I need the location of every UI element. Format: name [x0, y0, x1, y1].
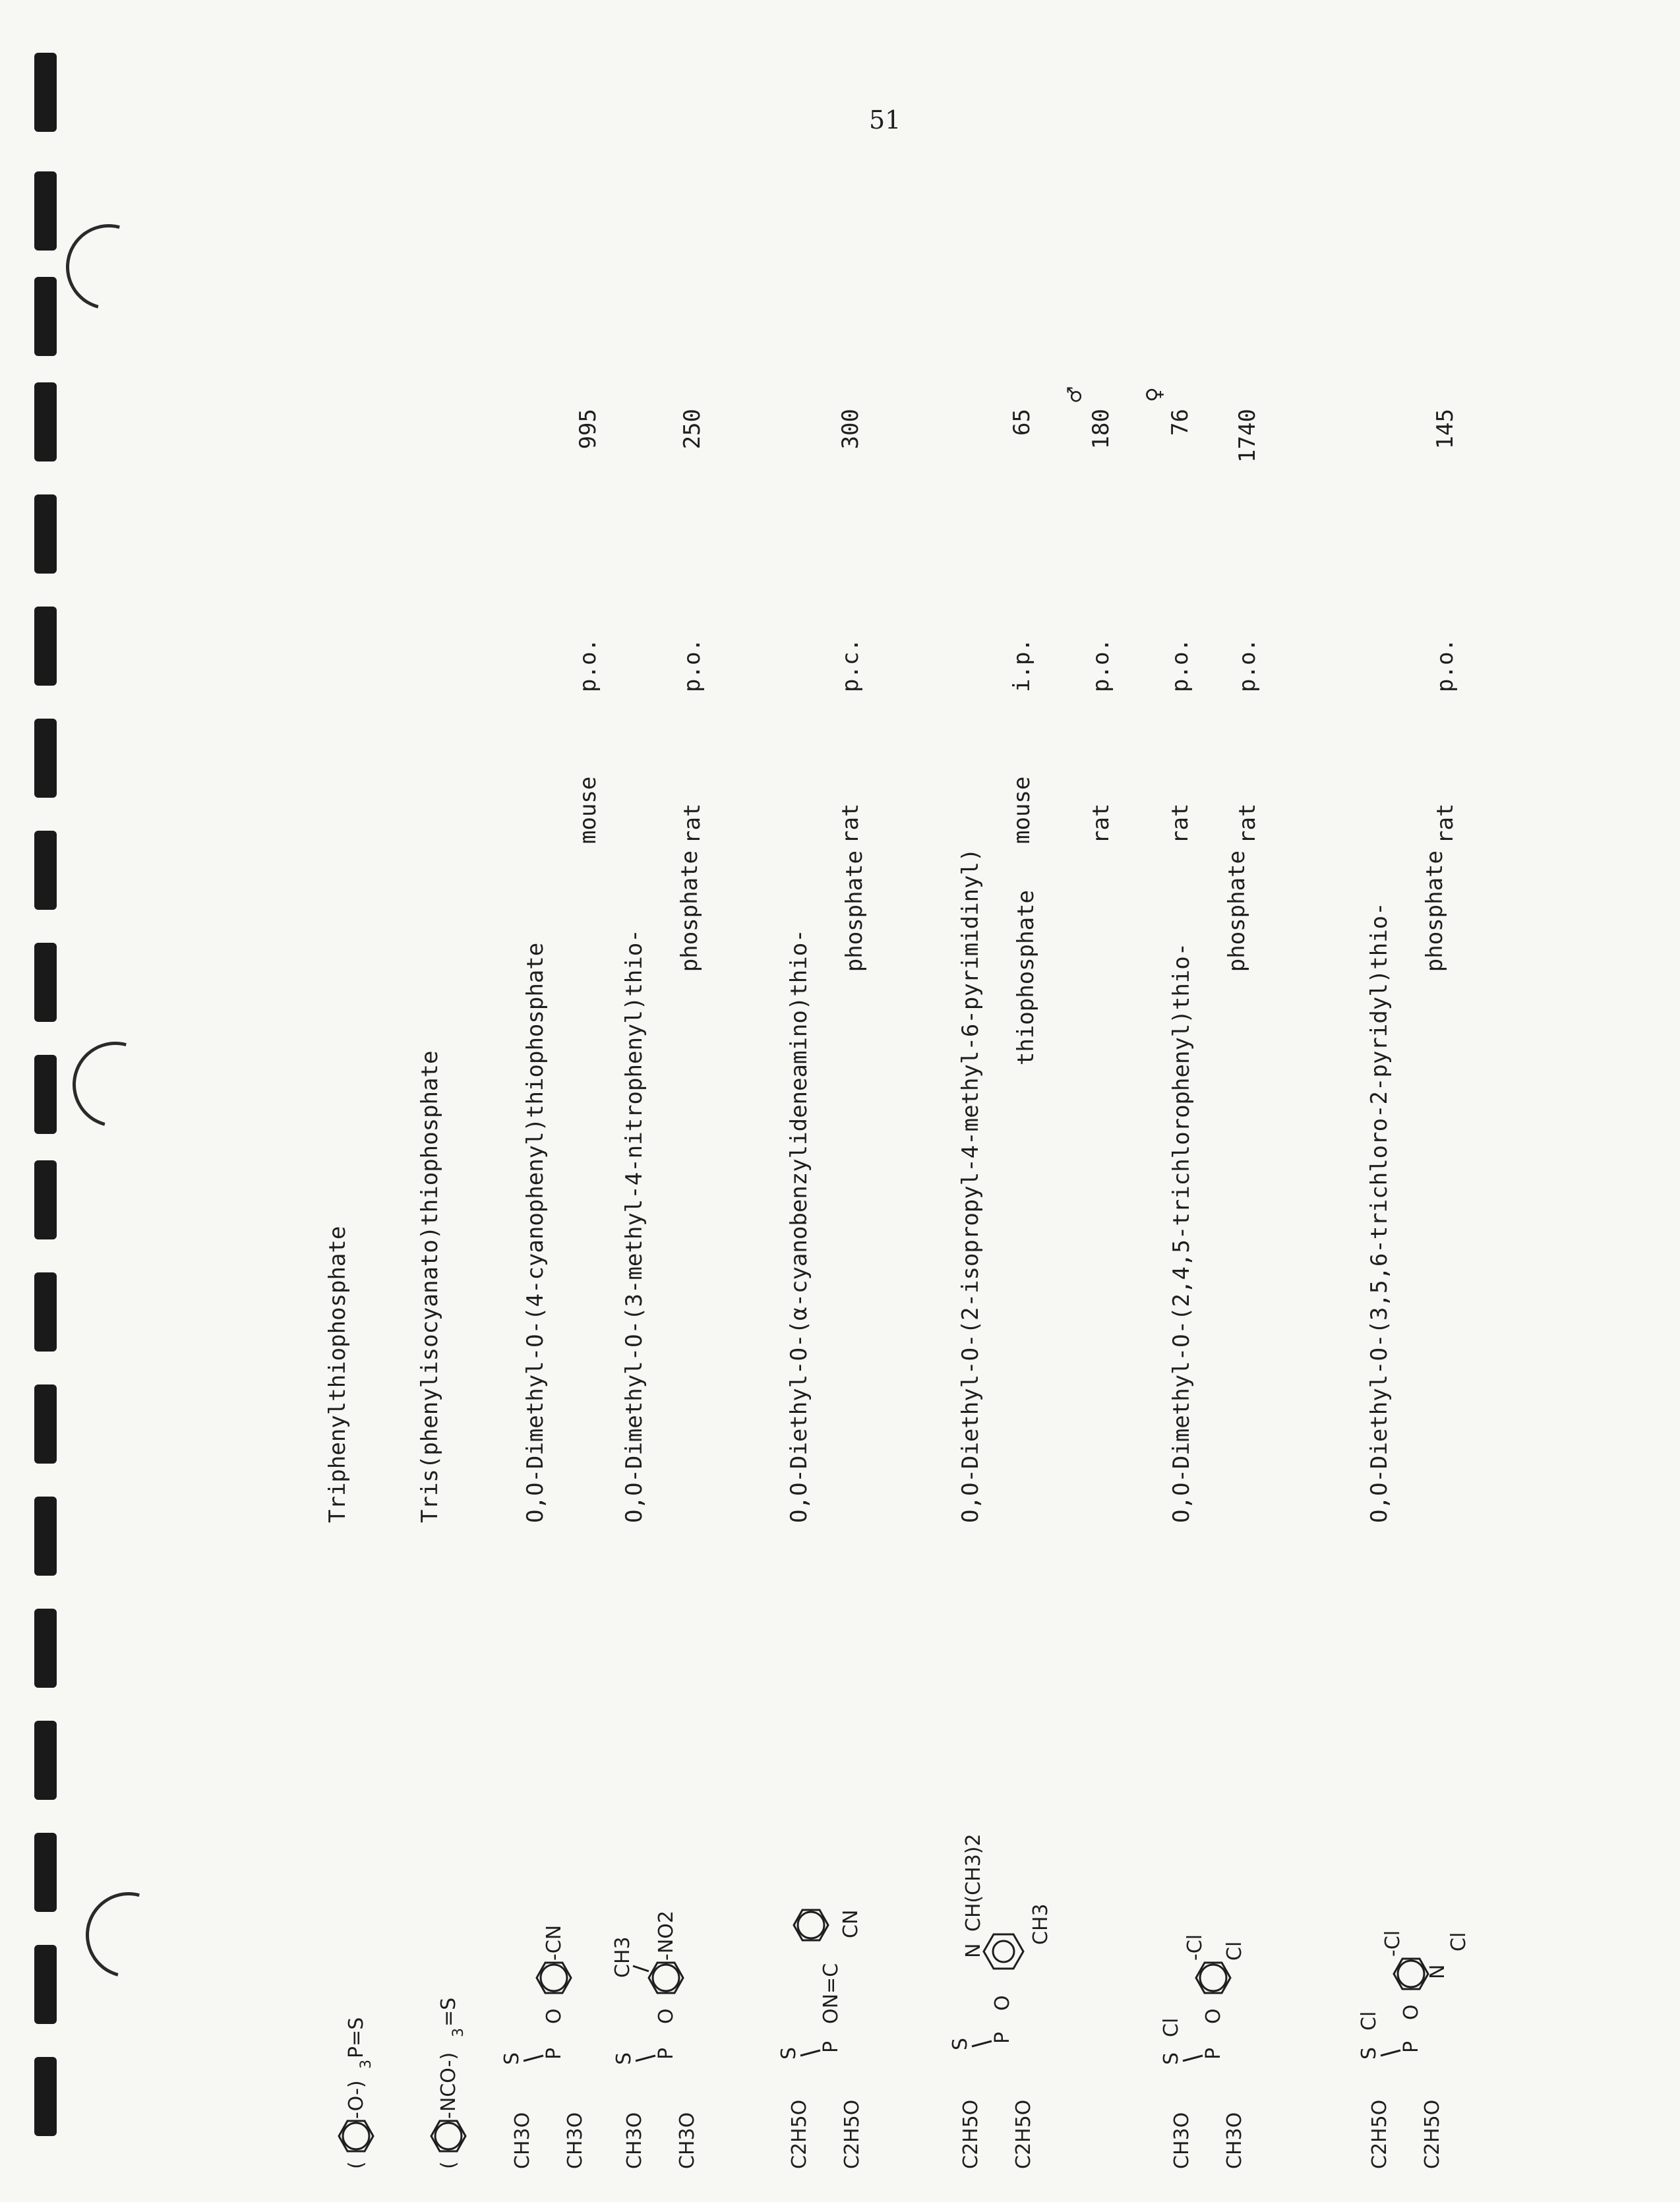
compound-name-line2: phosphate: [1224, 850, 1250, 972]
binding-hole: [34, 1497, 57, 1576]
binding-hole: [34, 943, 57, 1022]
benzene-ring: [435, 2123, 462, 2149]
compound-name: [508, 850, 563, 1523]
formula-text: C2H5O: [1421, 2099, 1444, 2169]
compound-name-line1: O,O-Dimethyl-O-(4-cyanophenyl)thiophosphate: [522, 942, 549, 1523]
compound-name-line2: phosphate: [841, 850, 868, 972]
formula-drawing: [765, 1635, 897, 2176]
formula-subscript: 3: [450, 2028, 467, 2037]
binding-hole: [34, 382, 57, 461]
animal-cell: rat: [837, 803, 864, 844]
binding-hole: [34, 1055, 57, 1134]
table-row: [1345, 290, 1477, 2202]
benzene-ring: [1200, 1965, 1226, 1991]
formula-text: ON=C: [820, 1963, 843, 2024]
double-bond: [800, 2050, 820, 2056]
structural-formula: [600, 1635, 732, 2176]
sex-symbol-female: ♀: [1139, 387, 1168, 402]
formula-text: P: [991, 2031, 1014, 2044]
double-bond: [1183, 2056, 1203, 2061]
formula-text: -NO2: [655, 1911, 678, 1961]
benzene-hexagon: [537, 1963, 571, 1993]
formula-text: O: [1202, 2008, 1225, 2024]
structural-formula: [936, 1635, 1068, 2176]
compound-name: [402, 850, 458, 1523]
pyrimidine-ring: [984, 1934, 1023, 1969]
formula-drawing: [600, 1635, 732, 2176]
benzene-ring: [798, 1912, 824, 1938]
formula-drawing: [1345, 1635, 1477, 2176]
formula-text: C2H5O: [841, 2099, 864, 2169]
animal-cell: rat: [1167, 803, 1193, 844]
formula-text: CN: [839, 1909, 862, 1938]
ld50-column: [1379, 409, 1511, 527]
compound-name-line1: Triphenylthiophosphate: [324, 1226, 351, 1523]
route-cell: i.p.: [1009, 638, 1035, 692]
formula-text: P: [543, 2047, 566, 2060]
binding-hole: [34, 1384, 57, 1464]
binder-ring: [70, 1876, 187, 1994]
formula-text: S: [1160, 2052, 1183, 2065]
compound-name-line1: O,O-Dimethyl-O-(3-methyl-4-nitrophenyl)thio-: [621, 929, 647, 1523]
rotated-table: [290, 290, 1675, 2202]
compound-name: [607, 850, 717, 1523]
binding-holes: [0, 0, 79, 2166]
aromatic-circle: [993, 1941, 1014, 1962]
formula-text: -Cl: [1381, 1930, 1404, 1957]
binding-hole: [34, 494, 57, 574]
benzene-ring: [541, 1965, 567, 1991]
route-column: [1182, 611, 1313, 692]
route-cell: p.o.: [1088, 638, 1114, 692]
formula-text: S: [1358, 2046, 1381, 2060]
formula-text: CH3O: [1223, 2112, 1246, 2169]
formula-text: C2H5O: [1012, 2099, 1035, 2169]
formula-text: P: [1202, 2047, 1225, 2060]
formula-text: Cl: [1447, 1932, 1470, 1951]
route-cell: p.o.: [1432, 638, 1458, 692]
formula-text: Cl: [1358, 2011, 1381, 2031]
formula-text: -CN: [543, 1924, 566, 1961]
structural-formula: [765, 1635, 897, 2176]
formula-text: Cl: [1160, 2017, 1183, 2037]
ld50-cell: 65: [1009, 409, 1035, 436]
binding-hole: [34, 1721, 57, 1800]
ld50-cell: 1740: [1234, 409, 1261, 463]
benzene-hexagon: [1196, 1963, 1230, 1993]
formula-text: (: [345, 2161, 368, 2169]
structural-formula: [1147, 1635, 1279, 2176]
route-cell: p.o.: [1167, 638, 1193, 692]
benzene-ring: [343, 2123, 369, 2149]
formula-text: =S: [437, 1997, 460, 2027]
formula-text: CH3: [611, 1936, 634, 1978]
formula-text: CH3O: [676, 2112, 699, 2169]
double-bond: [1381, 2050, 1400, 2056]
binder-ring: [50, 208, 167, 326]
binding-hole: [34, 607, 57, 686]
formula-text: N: [962, 1943, 985, 1958]
formula-text: CH3O: [564, 2112, 587, 2169]
ld50-cell: 995: [575, 409, 601, 450]
formula-text: O: [991, 1995, 1014, 2011]
compound-name-line2: phosphate: [676, 850, 703, 972]
compound-name-line1: O,O-Dimethyl-O-(2,4,5-trichlorophenyl)thio-: [1168, 942, 1195, 1523]
formula-text: C2H5O: [1368, 2099, 1391, 2169]
formula-text: P: [820, 2040, 843, 2053]
double-bond: [636, 2056, 655, 2061]
animal-cell: rat: [1432, 803, 1458, 844]
animal-cell: mouse: [1009, 776, 1035, 844]
compound-name-line2: phosphate: [1422, 850, 1448, 972]
compound-name: [310, 850, 365, 1523]
formula-text: N: [1426, 1964, 1449, 1979]
binding-hole: [34, 1609, 57, 1688]
structural-formula: [1345, 1635, 1477, 2176]
binding-hole: [34, 2057, 57, 2136]
double-bond: [972, 2041, 992, 2046]
compound-name: [1352, 850, 1462, 1523]
binding-hole: [34, 277, 57, 356]
sex-symbol-male: ♂: [1060, 387, 1089, 402]
formula-text: CH3: [1029, 1903, 1052, 1945]
ld50-cell: 300: [837, 409, 864, 450]
formula-text: O: [543, 2008, 566, 2024]
formula-drawing: [1147, 1635, 1279, 2176]
formula-subscript: 3: [358, 2060, 375, 2069]
animal-column: [1182, 763, 1313, 844]
page-number: 51: [869, 105, 901, 134]
binding-hole: [34, 1833, 57, 1912]
formula-text: P: [655, 2047, 678, 2060]
compound-name: [1154, 850, 1265, 1523]
formula-text: (: [437, 2161, 460, 2169]
binding-hole: [34, 171, 57, 251]
formula-text: P: [1400, 2040, 1423, 2053]
ld50-cell: 250: [679, 409, 705, 450]
binder-ring: [57, 1026, 174, 1143]
formula-text: O: [1400, 2004, 1423, 2020]
benzene-ring: [653, 1965, 679, 1991]
formula-text: -Cl: [1184, 1934, 1207, 1961]
compound-name: [771, 850, 882, 1523]
formula-text: -NCO-): [437, 2052, 460, 2119]
route-cell: p.o.: [1234, 638, 1261, 692]
table-row: [765, 290, 897, 2202]
formula-text: C2H5O: [959, 2099, 982, 2169]
benzene-hexagon: [649, 1963, 683, 1993]
compound-name-line2: thiophosphate: [1013, 890, 1039, 1066]
animal-cell: rat: [679, 803, 705, 844]
ld50-column: [1182, 409, 1313, 527]
animal-cell: rat: [1234, 803, 1261, 844]
formula-text: S: [777, 2046, 800, 2060]
compound-name-line1: O,O-Diethyl-O-(3,5,6-trichloro-2-pyridyl)thio-: [1366, 902, 1393, 1523]
route-cell: p.o.: [575, 638, 601, 692]
formula-text: S: [613, 2052, 636, 2065]
benzene-hexagon: [794, 1910, 828, 1940]
binding-hole: [34, 1160, 57, 1239]
pyridine-hexagon: [1394, 1959, 1428, 1989]
formula-drawing: [936, 1635, 1068, 2176]
route-column: [1379, 611, 1511, 692]
formula-text: CH3O: [511, 2112, 534, 2169]
formula-text: CH(CH3)2: [962, 1833, 985, 1932]
compound-name-line1: O,O-Diethyl-O-(α-cyanobenzylideneamino)thio-: [786, 929, 812, 1523]
ld50-cell: 145: [1432, 409, 1458, 450]
animal-column: [1379, 763, 1511, 844]
formula-text: S: [500, 2052, 524, 2065]
formula-text: C2H5O: [788, 2099, 811, 2169]
table-row: [1147, 290, 1279, 2202]
benzene-hexagon: [431, 2121, 465, 2151]
route-cell: p.o.: [679, 638, 705, 692]
binding-hole: [34, 1272, 57, 1352]
formula-text: CH3O: [623, 2112, 646, 2169]
compound-name-line1: O,O-Diethyl-O-(2-isopropyl-4-methyl-6-pyrimidinyl): [957, 848, 984, 1523]
binding-hole: [34, 719, 57, 798]
animal-cell: mouse: [575, 776, 601, 844]
benzene-hexagon: [339, 2121, 373, 2151]
formula-text: CH3O: [1170, 2112, 1193, 2169]
formula-text: -O-): [345, 2080, 368, 2119]
ld50-cell: 76: [1167, 409, 1193, 436]
ld50-cell: 180: [1088, 409, 1114, 450]
compound-name: [943, 850, 1054, 1523]
formula-text: Cl: [1223, 1941, 1246, 1961]
binding-hole: [34, 1945, 57, 2024]
binding-hole: [34, 53, 57, 132]
binding-hole: [34, 831, 57, 910]
formula-text: O: [655, 2008, 678, 2024]
bond: [633, 1966, 649, 1971]
animal-cell: rat: [1088, 803, 1114, 844]
double-bond: [524, 2056, 543, 2061]
formula-text: S: [949, 2037, 972, 2050]
formula-text: P=S: [345, 2017, 368, 2058]
pyridine-ring: [1398, 1961, 1424, 1987]
route-cell: p.c.: [837, 638, 864, 692]
compound-name-line1: Tris(phenylisocyanato)thiophosphate: [417, 1050, 443, 1523]
